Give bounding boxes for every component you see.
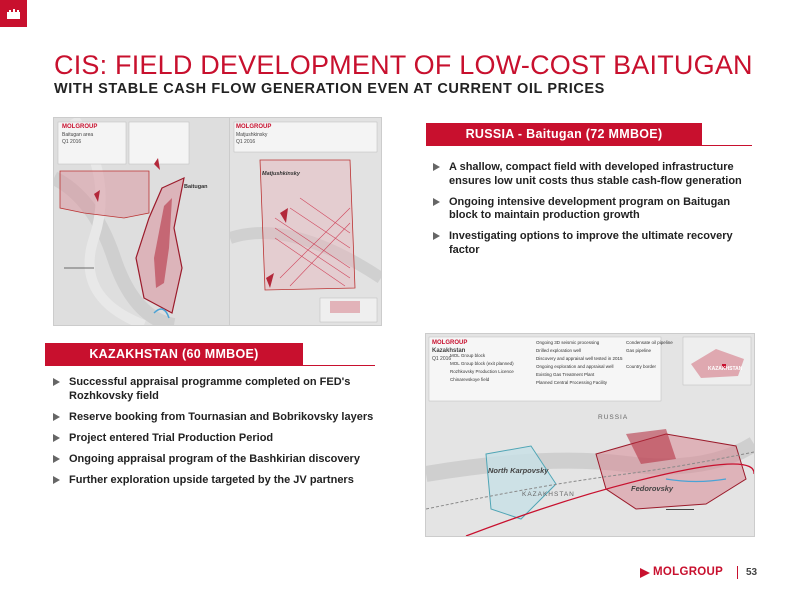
russia-heading: RUSSIA - Baitugan (72 MMBOE) [426, 123, 702, 145]
bullet-arrow-icon [53, 434, 60, 442]
kazakhstan-map-area: Kazakhstan [432, 348, 466, 354]
legend-item: Existing Gas Treatment Plant [536, 372, 595, 377]
legend-item: Ongoing 3D seismic processing [536, 340, 600, 345]
legend-item: Condensate oil pipeline [626, 340, 673, 345]
mol-logo-tab [0, 0, 27, 27]
kazakhstan-map-brand: MOLGROUP [432, 340, 468, 346]
page-subtitle: WITH STABLE CASH FLOW GENERATION EVEN AT CURRENT OIL PRICES [54, 81, 605, 97]
country-label-russia: RUSSIA [598, 414, 629, 421]
legend-item: Planned Central Processing Facility [536, 380, 608, 385]
kazakhstan-bullet-list [53, 376, 383, 495]
block-label-fedorovsky: Fedorovsky [631, 484, 674, 493]
legend-item: Ongoing exploration and appraisal well [536, 364, 614, 369]
legend-item: Country border [626, 364, 657, 369]
kazakhstan-divider [45, 365, 375, 366]
page-number: 53 [746, 567, 758, 578]
baitugan-map [53, 117, 230, 326]
kazakhstan-map [425, 333, 755, 537]
block-label-north-karpovsky: North Karpovsky [488, 466, 549, 475]
legend-item: MOL Group block [450, 353, 486, 358]
castle-icon [6, 7, 21, 20]
baitugan-map-brand: MOLGROUP [62, 124, 98, 130]
legend-item: Rozhkovsky Production Licence [450, 369, 514, 374]
matjushkinsky-map-brand: MOLGROUP [236, 124, 272, 130]
list-item: Reserve booking from Tournasian and Bobrikovsky layers [53, 411, 383, 425]
bullet-arrow-icon [53, 455, 60, 463]
legend-item: Gas pipeline [626, 348, 652, 353]
russia-bullet-list [433, 161, 753, 265]
bullet-arrow-icon [433, 232, 440, 240]
footer-separator [737, 566, 738, 579]
baitugan-field-label: Baitugan [184, 184, 208, 190]
footer-brand: MOLGROUP [653, 566, 724, 578]
matjushkinsky-map-period: Q1 2016 [236, 139, 256, 145]
kazakhstan-map-period: Q1 2016 [432, 356, 452, 362]
bullet-arrow-icon [433, 198, 440, 206]
matjushkinsky-map [229, 117, 382, 326]
legend-item: Discovery and appraisal well tested in 2015 [536, 356, 623, 361]
mol-arrow-icon [640, 568, 650, 578]
russia-divider [426, 145, 752, 146]
page-title: CIS: FIELD DEVELOPMENT OF LOW-COST BAITUGAN [54, 50, 753, 80]
list-item: A shallow, compact field with developed infrastructure ensures low unit costs thus stable cash-flow generation [433, 161, 753, 188]
matjushkinsky-field-label: Matjushkinsky [262, 171, 300, 177]
list-item: Project entered Trial Production Period [53, 432, 383, 446]
list-item: Ongoing intensive development program on Baitugan block to maintain production growth [433, 196, 753, 223]
legend-item: MOL Group block (exit planned) [450, 361, 514, 366]
legend-item: Drilled exploration well [536, 348, 582, 353]
bullet-arrow-icon [53, 413, 60, 421]
bullet-arrow-icon [53, 476, 60, 484]
matjushkinsky-map-area: Matjushkinsky [236, 132, 268, 138]
kazakhstan-heading: KAZAKHSTAN (60 MMBOE) [45, 343, 303, 365]
list-item: Investigating options to improve the ultimate recovery factor [433, 230, 753, 257]
baitugan-map-period: Q1 2016 [62, 139, 82, 145]
inset-country-label: KAZAKHSTAN [708, 366, 743, 372]
list-item: Ongoing appraisal program of the Bashkirian discovery [53, 453, 383, 467]
legend-item: Chinarevskoye field [450, 377, 490, 382]
list-item: Further exploration upside targeted by the JV partners [53, 474, 383, 488]
list-item: Successful appraisal programme completed on FED's Rozhkovsky field [53, 376, 383, 403]
bullet-arrow-icon [433, 163, 440, 171]
country-label-kazakhstan: KAZAKHSTAN [522, 491, 575, 498]
baitugan-map-area: Baitugan area [62, 132, 94, 138]
bullet-arrow-icon [53, 378, 60, 386]
